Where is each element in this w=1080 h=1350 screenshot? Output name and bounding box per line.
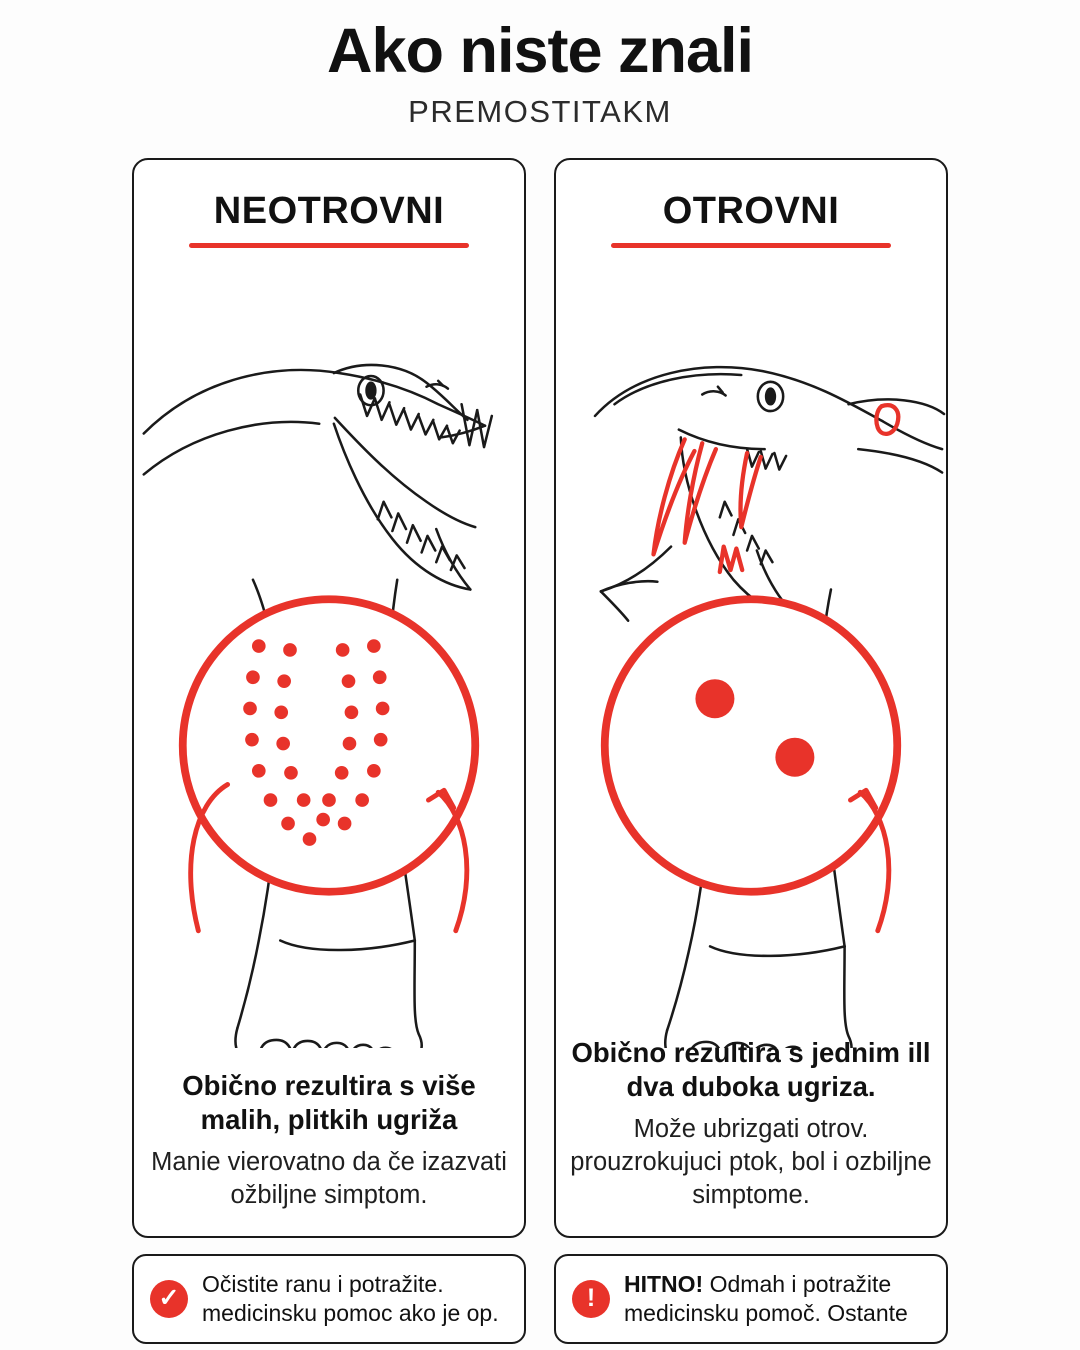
bite-zoom-circle: [605, 599, 898, 892]
page-subtitle: PREMOSTITAKM: [408, 94, 672, 130]
venomous-illustration: [556, 248, 946, 1048]
caption-sub-nonvenomous: Manie vierovatno da če izazvati ožbiljne simptom.: [151, 1147, 507, 1209]
venom-fangs: [654, 405, 899, 572]
panel-title-venomous: OTROVNI: [662, 190, 840, 233]
caption-venomous: [556, 1036, 946, 1212]
caption-sub-venomous: Može ubrizgati otrov. prouzrokujuci ptok, bol i ozbiljne simptome.: [570, 1114, 932, 1209]
advice-body-venomous: Odmah i potražite medicinsku pomoč. Ostante: [624, 1271, 908, 1326]
header: [0, 0, 1080, 130]
comparison-panels: [0, 130, 1080, 1238]
panel-nonvenomous: [132, 158, 526, 1238]
advice-lead-venomous: HITNO!: [624, 1271, 704, 1298]
panel-venomous: [554, 158, 948, 1238]
exclamation-icon: !: [572, 1280, 610, 1318]
advice-box-venomous: [554, 1254, 948, 1344]
caption-nonvenomous: [134, 1069, 524, 1212]
advice-box-nonvenomous: [132, 1254, 526, 1344]
panel-title-nonvenomous: NEOTROVNI: [213, 190, 445, 233]
nonvenomous-illustration: [134, 248, 524, 1048]
advice-text-nonvenomous: Očistite ranu i potražite. medicinsku pomoc ako je op.: [202, 1271, 499, 1326]
bite-zoom-circle: [183, 599, 476, 892]
advice-footers: [0, 1238, 1080, 1344]
caption-bold-venomous: Obično rezultira s jednim ill dva duboka ugriza.: [571, 1036, 931, 1103]
page-title: Ako niste znali: [326, 16, 754, 86]
caption-bold-nonvenomous: Obično rezultira s više malih, plitkih ugriža: [182, 1070, 476, 1136]
advice-text-venomous: [624, 1270, 930, 1328]
check-icon: ✓: [150, 1280, 188, 1318]
